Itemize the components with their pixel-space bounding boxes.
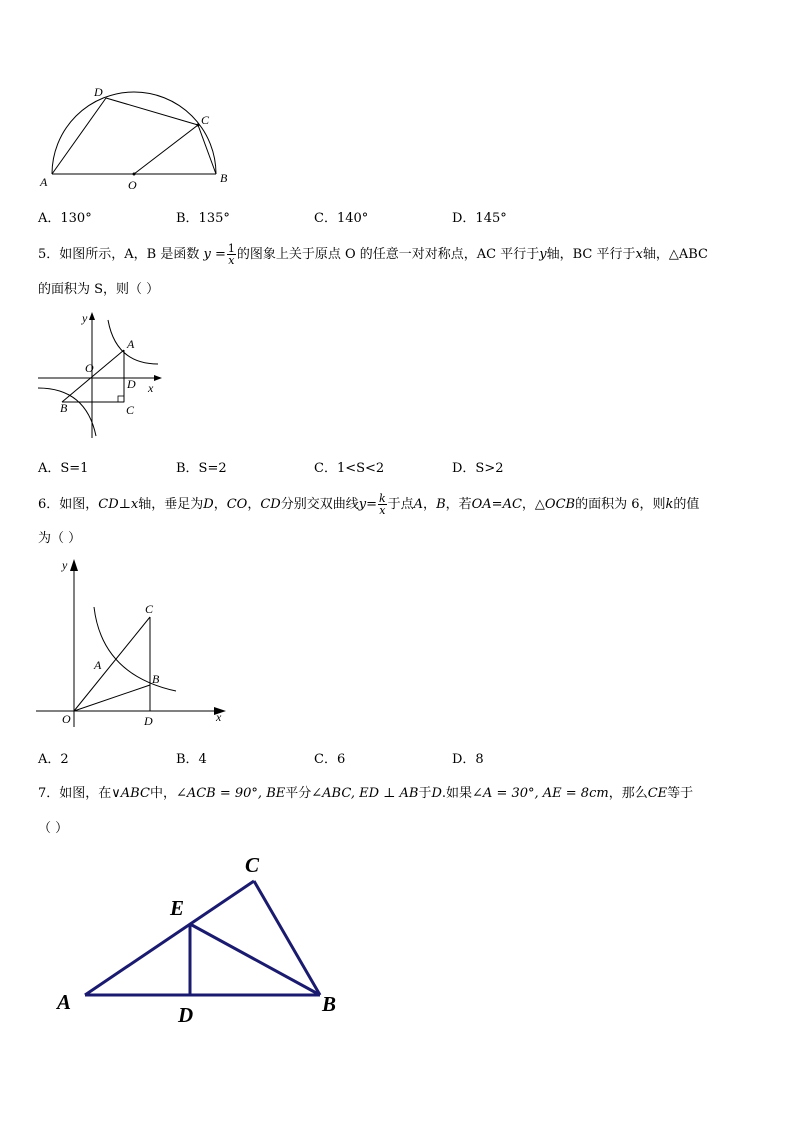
- q5-stem-part3: 轴，BC 平行于: [546, 247, 636, 262]
- q6-y-arrow: [70, 559, 78, 571]
- q6-perp: ⊥: [118, 497, 131, 512]
- q6-stem-part4: ，: [247, 497, 261, 512]
- q7-stem-part7: 等于: [667, 786, 694, 801]
- q6-figure: [30, 555, 230, 733]
- q4-figure: [30, 80, 240, 195]
- q6-cd2: CD: [260, 497, 281, 512]
- q7-stem-part4: 于: [418, 786, 432, 801]
- q6-option-b: B．4: [176, 752, 207, 767]
- q5-frac-num: 1: [227, 242, 235, 255]
- q4-label-c: C: [201, 113, 210, 127]
- q5-y-var: y: [539, 247, 547, 262]
- q5-stem-part2: 的图象上关于原点 O 的任意一对对称点，AC 平行于: [236, 247, 540, 262]
- q7-stem-part2: 中，: [149, 786, 176, 801]
- q6-k-var: k: [665, 497, 674, 512]
- q6-stem-part7: ，: [423, 497, 437, 512]
- q6-option-a: A．2: [38, 752, 69, 767]
- q6-stem-part5: 分别交双曲线: [280, 497, 359, 512]
- q7-stem-part6: ，那么: [608, 786, 648, 801]
- q5-stem-part1: 5．如图所示，A，B 是函数: [38, 247, 200, 262]
- q4-point-c: [197, 124, 200, 127]
- q6-cond: OA=AC: [471, 497, 522, 512]
- q4-chord-dc: [106, 98, 198, 125]
- q4-label-d: D: [94, 85, 103, 99]
- q5-option-c: C．1<S<2: [314, 461, 385, 476]
- q5-option-b: B．S=2: [176, 461, 227, 476]
- q4-option-c: C．140°: [314, 211, 369, 226]
- q7-stem-line1: [38, 785, 693, 803]
- q6-stem-part2: 轴，垂足为: [138, 497, 204, 512]
- q6-stem-part1: 6．如图，: [38, 497, 99, 512]
- q5-label-a: A: [127, 337, 135, 351]
- q4-label-a: A: [40, 175, 48, 189]
- q6-d-var: D: [203, 497, 214, 512]
- q4-label-o: O: [128, 178, 137, 192]
- q7-stem-line2: （ ）: [38, 821, 69, 836]
- q5-fraction: [227, 243, 236, 266]
- q5-x-var: x: [635, 247, 643, 262]
- q5-x-arrow: [154, 375, 162, 381]
- q5-label-x: x: [148, 381, 154, 395]
- q5-label-d: D: [127, 377, 136, 391]
- q4-option-b: B．135°: [176, 211, 230, 226]
- q6-stem-part3: ，: [213, 497, 227, 512]
- q7-d-var: D: [431, 786, 442, 801]
- q7-stem-part5: .如果: [441, 786, 473, 801]
- q4-point-o: [133, 173, 136, 176]
- q6-label-x: x: [216, 710, 222, 724]
- q6-frac-num: k: [378, 492, 386, 505]
- q6-b-var: B: [436, 497, 446, 512]
- q5-y-arrow: [89, 312, 95, 320]
- q7-stem-part1: 7．如图，在: [38, 786, 112, 801]
- q7-stem-part3: 平分: [285, 786, 312, 801]
- q5-label-y: y: [82, 311, 88, 325]
- q7-tri: ∨ABC: [111, 786, 150, 801]
- q6-option-d: D．8: [452, 752, 484, 767]
- q5-stem-line2: 的面积为 S，则（ ）: [38, 282, 160, 297]
- q7-label-b: B: [322, 992, 337, 1016]
- q5-label-c: C: [126, 403, 135, 417]
- q6-label-o: O: [62, 712, 71, 726]
- q4-semicircle-arc: [52, 92, 216, 174]
- q6-ocb: OCB: [544, 497, 576, 512]
- q6-fraction: [378, 493, 387, 516]
- q6-segment-oc: [74, 617, 150, 711]
- q6-a-var: A: [413, 497, 424, 512]
- q5-label-b: B: [60, 401, 68, 415]
- q6-stem-part8: ，若: [445, 497, 472, 512]
- q5-segment-ab: [62, 350, 124, 402]
- q6-label-b: B: [152, 672, 160, 686]
- q4-option-a: A．130°: [38, 211, 92, 226]
- q4-option-d: D．145°: [452, 211, 507, 226]
- q6-stem-part10: 的面积为 6，则: [575, 497, 666, 512]
- q6-label-y: y: [62, 558, 68, 572]
- q5-figure: [30, 306, 170, 446]
- q4-chord-ad: [52, 98, 106, 174]
- q4-chord-cb: [198, 125, 216, 174]
- q6-func: y=: [358, 497, 377, 512]
- q6-label-d: D: [144, 714, 153, 728]
- q7-label-a: A: [57, 990, 72, 1014]
- q5-stem-line1: [38, 243, 708, 266]
- q7-label-d: D: [178, 1003, 194, 1027]
- q6-cd: CD: [98, 497, 119, 512]
- q6-label-c: C: [145, 602, 154, 616]
- q6-hyperbola: [94, 607, 176, 691]
- q6-x-var: x: [130, 497, 139, 512]
- q6-option-c: C．6: [314, 752, 346, 767]
- q6-stem-part6: 于点: [387, 497, 414, 512]
- q6-stem-line2: 为（ ）: [38, 531, 82, 546]
- q6-stem-line1: [38, 493, 699, 516]
- q6-label-a: A: [94, 658, 102, 672]
- q7-label-e: E: [170, 896, 185, 920]
- q6-stem-part9: ，△: [521, 497, 545, 512]
- q5-frac-den: x: [228, 254, 235, 267]
- q6-stem-part11: 的值: [673, 497, 700, 512]
- q7-cond2: ∠ABC, ED ⊥ AB: [311, 786, 419, 801]
- q5-label-o: O: [85, 361, 94, 375]
- q5-option-d: D．S>2: [452, 461, 504, 476]
- q7-cond3: ∠A = 30°, AE = 8cm: [472, 786, 609, 801]
- q5-func: y =: [203, 247, 226, 262]
- q4-label-b: B: [220, 171, 228, 185]
- q6-co: CO: [226, 497, 248, 512]
- q4-segment-oc: [134, 125, 198, 174]
- q7-figure: [50, 848, 360, 1028]
- q5-right-angle-mark: [118, 396, 124, 402]
- q6-segment-ob: [74, 685, 150, 711]
- q5-option-a: A．S=1: [38, 461, 89, 476]
- q7-cond1: ∠ACB = 90°, BE: [175, 786, 286, 801]
- q5-stem-part4: 轴，△ABC: [642, 247, 708, 262]
- q7-ce: CE: [647, 786, 668, 801]
- q6-frac-den: x: [379, 504, 386, 517]
- q7-label-c: C: [245, 853, 260, 877]
